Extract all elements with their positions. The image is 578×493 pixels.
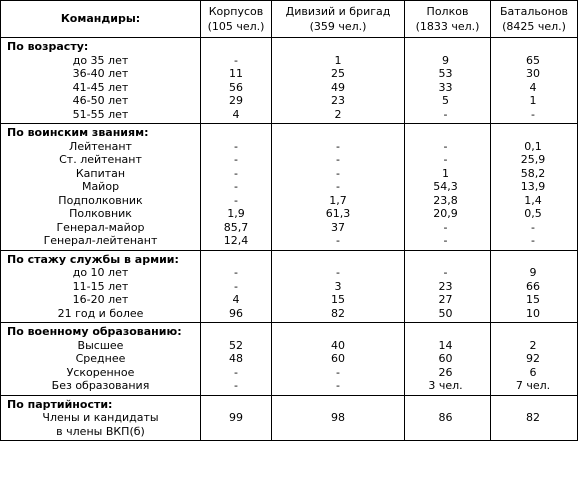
value-cell: 11 [229,67,243,80]
row-label: Высшее [77,338,124,352]
value-cell: 9 [442,53,449,67]
values-divisions [272,250,405,323]
value-cell: 1 [529,94,537,107]
value-cell: 54,3 [433,180,458,193]
values-battalions [491,38,578,124]
value-cell: - [336,379,340,392]
value-cell: 48 [229,352,243,365]
value-cell: - [443,266,448,279]
values-battalions [491,250,578,323]
value-cell: - [336,139,340,153]
header-col-battalions: Батальонов (8425 чел.) [491,1,578,38]
value-cell: - [234,279,238,293]
values-corps [201,250,272,323]
section-label-cell [1,323,201,396]
value-cell: 37 [331,220,345,234]
value-cell: 66 [526,279,540,293]
value-cell: 96 [229,306,243,320]
value-cell: 56 [229,80,243,94]
row-label: до 35 лет [72,53,129,67]
row-label: Полковник [69,207,132,220]
value-cell: 1,7 [329,193,347,207]
section-title: По военному образованию: [7,325,182,338]
values-divisions [272,395,405,441]
value-cell: - [336,365,340,379]
value-cell: 82 [526,411,540,424]
row-label: 36-40 лет [72,67,129,80]
section-rank [1,124,578,251]
value-cell: 33 [438,80,453,94]
header-col-divisions: Дивизий и бригад (359 чел.) [272,1,405,38]
value-cell: - [234,379,238,392]
value-cell: 60 [438,352,453,365]
value-cell: 20,9 [433,207,458,220]
row-label: 21 год и более [57,306,144,320]
value-cell: 4 [232,293,240,306]
value-cell: 58,2 [520,166,546,180]
section-label-cell [1,395,201,441]
values-regiments [405,38,491,124]
value-cell: 2 [334,107,342,121]
value-cell: 12,4 [223,234,249,247]
row-label: 41-45 лет [72,80,129,94]
value-cell: - [234,266,238,279]
value-cell: 53 [438,67,453,80]
value-cell: 49 [331,80,345,94]
values-corps [201,38,272,124]
value-cell: 1 [442,166,449,180]
row-label: Капитан [75,166,126,180]
value-cell: 9 [529,266,537,279]
value-cell: 99 [229,411,243,424]
values-regiments [405,124,491,251]
row-label: Без образования [51,379,150,392]
section-label-cell [1,250,201,323]
value-cell: - [336,234,340,247]
values-regiments [405,250,491,323]
value-cell: - [234,153,238,166]
value-cell: - [443,107,448,121]
value-cell: 61,3 [325,207,351,220]
row-label: до 10 лет [72,266,129,279]
row-label: в члены ВКП(б) [56,424,145,438]
section-label-cell [1,124,201,251]
value-cell: 10 [526,306,540,320]
value-cell: 1 [334,53,342,67]
row-label: Подполковник [58,193,143,207]
value-cell: 40 [331,338,345,352]
header-col-corps: Корпусов (105 чел.) [201,1,272,38]
value-cell: 85,7 [223,220,249,234]
value-cell: 65 [526,53,540,67]
value-cell: 5 [442,94,449,107]
value-cell: - [531,107,535,121]
row-label: Ст. лейтенант [59,153,142,166]
value-cell: 82 [331,306,345,320]
value-cell: - [336,153,340,166]
value-cell: 2 [529,338,537,352]
section-title: По воинским званиям: [7,126,149,139]
value-cell: 3 чел. [428,379,463,392]
value-cell: 26 [438,365,453,379]
row-label: Члены и кандидаты [42,411,159,424]
values-corps [201,395,272,441]
value-cell: 0,5 [524,207,542,220]
value-cell: 14 [438,338,453,352]
row-label: Среднее [75,352,126,365]
header-label: Командиры: [1,1,201,38]
value-cell: 15 [526,293,540,306]
value-cell: - [234,180,238,193]
value-cell: 27 [438,293,453,306]
values-battalions [491,323,578,396]
value-cell: 0,1 [524,139,542,153]
value-cell: 3 [334,279,342,293]
value-cell: 52 [229,338,243,352]
value-cell: 29 [229,94,243,107]
values-regiments [405,323,491,396]
value-cell: 60 [331,352,345,365]
row-label: Генерал-лейтенант [43,234,158,247]
section-title: По возрасту: [7,40,89,53]
section-service [1,250,578,323]
value-cell: 86 [438,411,453,424]
section-title: По стажу службы в армии: [7,252,179,266]
value-cell: 7 чел. [515,379,551,392]
value-cell: - [234,53,238,67]
value-cell: 50 [438,306,453,320]
values-battalions [491,395,578,441]
row-label: 11-15 лет [72,279,129,293]
value-cell: - [234,139,238,153]
value-cell: - [234,365,238,379]
value-cell: 15 [331,293,345,306]
value-cell: 4 [529,80,537,94]
section-label-cell [1,38,201,124]
value-cell: - [531,220,535,234]
value-cell: 1,4 [524,193,542,207]
value-cell: - [443,153,448,166]
values-divisions [272,38,405,124]
value-cell: 1,9 [227,207,245,220]
value-cell: - [336,266,340,279]
row-label: 16-20 лет [72,293,129,306]
value-cell: 6 [529,365,537,379]
values-battalions [491,124,578,251]
value-cell: 25 [331,67,345,80]
header-row [1,1,578,38]
values-divisions [272,323,405,396]
row-label: 51-55 лет [72,107,129,121]
value-cell: 4 [232,107,240,121]
row-label: Лейтенант [69,139,132,153]
values-divisions [272,124,405,251]
value-cell: - [336,180,340,193]
value-cell: 92 [526,352,540,365]
value-cell: 13,9 [520,180,546,193]
section-party [1,395,578,441]
row-label: Майор [81,180,120,193]
value-cell: - [443,220,448,234]
row-label: Ускоренное [66,365,135,379]
section-age [1,38,578,124]
header-col-regiments: Полков (1833 чел.) [405,1,491,38]
values-regiments [405,395,491,441]
value-cell: 25,9 [520,153,546,166]
section-title: По партийности: [7,397,113,411]
value-cell: - [234,166,238,180]
section-education [1,323,578,396]
value-cell: - [336,166,340,180]
value-cell: 23,8 [433,193,458,207]
value-cell: - [531,234,535,247]
value-cell: 23 [438,279,453,293]
value-cell: 30 [526,67,540,80]
values-corps [201,323,272,396]
value-cell: - [443,234,448,247]
row-label: 46-50 лет [72,94,129,107]
value-cell: 23 [331,94,345,107]
value-cell: - [234,193,238,207]
value-cell: 98 [331,411,345,424]
row-label: Генерал-майор [56,220,145,234]
value-cell: - [443,139,448,153]
values-corps [201,124,272,251]
